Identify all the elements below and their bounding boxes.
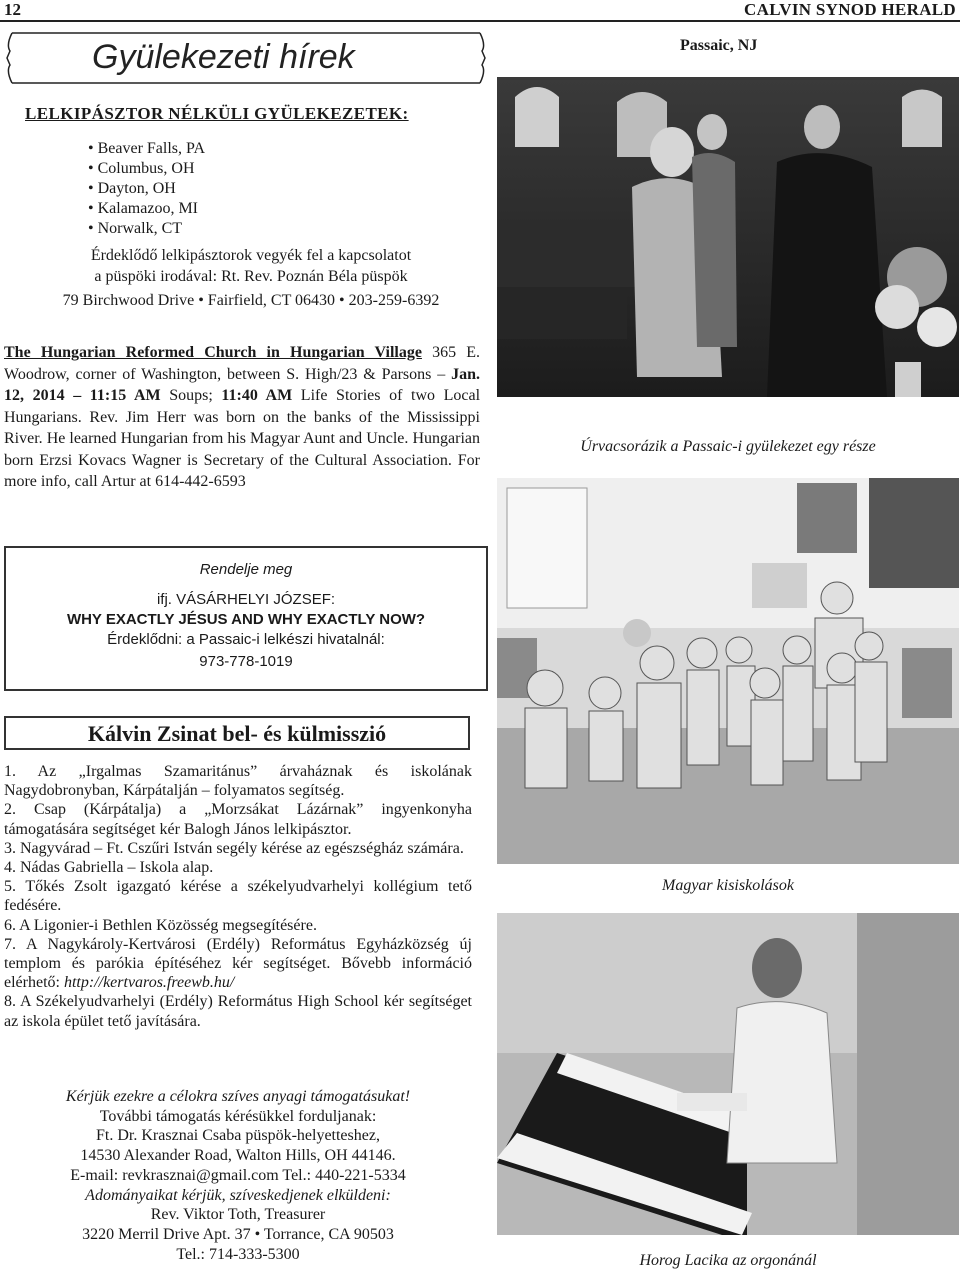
mission-footer — [4, 1087, 472, 1264]
list-item — [4, 935, 472, 993]
mission-list — [4, 762, 472, 1031]
footer-line: Ft. Dr. Krasznai Csaba püspök-helyetteshez, — [96, 1127, 380, 1145]
list-item: 8. A Székelyudvarhelyi (Erdély) Református High School kér segítséget az iskola épület tető javítására. — [4, 993, 472, 1030]
order-book-title: WHY EXACTLY JÉSUS AND WHY EXACTLY NOW? — [66, 611, 426, 628]
communion-photo — [497, 77, 959, 397]
donation-line: Adományaikat kérjük, szíveskedjenek elküldeni: — [85, 1186, 391, 1204]
footer-line: E-mail: revkrasznai@gmail.com Tel.: 440-221-5334 — [70, 1166, 406, 1184]
contact-line: a püspöki irodával: Rt. Rev. Poznán Béla püspök — [94, 268, 408, 285]
event-time: 11:40 AM — [221, 387, 293, 404]
list-item: 4. Nádas Gabriella – Iskola alap. — [4, 859, 214, 877]
order-line: Érdeklődni: a Passaic-i lelkészi hivatalnál: — [107, 631, 385, 648]
list-item: 3. Nagyvárad – Ft. Cszűri István segély kérése az egészségház számára. — [4, 839, 464, 857]
location-label: Passaic, NJ — [680, 37, 758, 54]
contact-line: 79 Birchwood Drive • Fairfield, CT 06430 • 203-259-6392 — [62, 292, 440, 309]
organ-photo — [497, 913, 959, 1235]
photo-caption: Úrvacsorázik a Passaic-i gyülekezet egy része — [580, 438, 876, 455]
list-item-text: 7. A Nagykároly-Kertvárosi (Erdély) Református Egyházközség új templom és parókia építéséhez kér segítséget. Bővebb információ elérhető: — [4, 935, 472, 992]
appeal-line: Kérjük ezekre a célokra szíves anyagi támogatásukat! — [65, 1088, 411, 1105]
photo-caption: Horog Lacika az orgonánál — [639, 1252, 817, 1269]
location-item: • Norwalk, CT — [88, 220, 183, 237]
footer-line: 14530 Alexander Road, Walton Hills, OH 44146. — [80, 1147, 396, 1165]
church-title: The Hungarian Reformed Church in Hungarian Village — [4, 344, 422, 361]
list-item: 2. Csap (Kárpátalja) a „Morzsákat Lázárnak” ingyenkonyha támogatására segítséget kér Balogh János lelkipásztor. — [4, 801, 472, 838]
info-link[interactable]: http://kertvaros.freewb.hu/ — [63, 974, 235, 992]
church-text: 365 E. Woodrow, corner of Washington, between S. High/23 & Parsons – — [4, 344, 480, 383]
contact-line: Érdeklődő lelkipásztorok vegyék fel a kapcsolatot — [90, 247, 412, 264]
event-date: Jan. 12, 2014 – 11:15 AM — [4, 365, 480, 404]
church-article — [4, 342, 480, 493]
church-text: Soups; — [160, 387, 222, 404]
header-rule — [0, 20, 960, 22]
location-item: • Beaver Falls, PA — [88, 140, 206, 157]
footer-line: Tel.: 714-333-5300 — [176, 1245, 300, 1263]
church-text: Life Stories of two Local Hungarians. Rev. Jim Herr was born on the banks of the Mississippi River. He learned Hungarian from his Magyar Aunt and Uncle. Hungarian born Erzsi Kovacs Wagner is Secretary of the Cultural Association. For more info, call Artur at 614-442-6593 — [4, 387, 481, 490]
footer-line: Rev. Viktor Toth, Treasurer — [150, 1206, 326, 1224]
mission-title: Kálvin Zsinat bel- és külmisszió — [87, 721, 387, 746]
banner-title: Gyülekezeti hírek — [92, 38, 355, 76]
location-item: • Kalamazoo, MI — [88, 200, 199, 217]
footer-line: 3220 Merril Drive Apt. 37 • Torrance, CA 90503 — [82, 1225, 394, 1243]
photo-caption: Magyar kisiskolások — [662, 877, 794, 894]
location-item: • Dayton, OH — [88, 180, 176, 197]
order-line: Rendelje meg — [199, 561, 293, 578]
footer-line: További támogatás kérésükkel forduljanak: — [99, 1107, 377, 1125]
list-item: 6. A Ligonier-i Bethlen Közösség megsegítésére. — [4, 916, 317, 934]
publication-title: CALVIN SYNOD HERALD — [744, 0, 956, 19]
location-item: • Columbus, OH — [88, 160, 195, 177]
children-photo — [497, 478, 959, 864]
order-author: ifj. VÁSÁRHELYI JÓZSEF: — [156, 591, 336, 608]
page-number: 12 — [4, 0, 21, 19]
section-heading: LELKIPÁSZTOR NÉLKÜLI GYÜLEKEZETEK: — [25, 104, 409, 123]
list-item: 5. Tőkés Zsolt igazgató kérése a székelyudvarhelyi kollégium tető fedésére. — [4, 878, 472, 915]
list-item: 1. Az „Irgalmas Szamaritánus” árvaháznak és iskolának Nagydobronyban, Kárpátalján – folyamatos segítség. — [4, 763, 472, 800]
order-phone: 973-778-1019 — [199, 653, 293, 670]
